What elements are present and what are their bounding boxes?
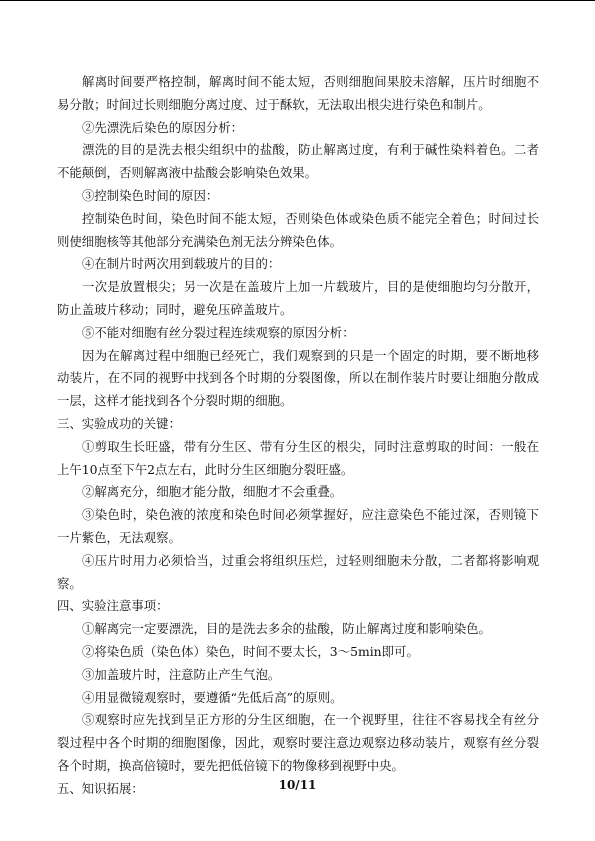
list-item-notes-2: ②将染色质（染色体）染色，时间不要太长，3～5min即可。 — [82, 643, 419, 659]
list-item-notes-1: ①解离完一定要漂洗，目的是洗去多余的盐酸，防止解离过度和影响染色。 — [82, 621, 491, 637]
list-item-keys-4: ④压片时用力必须恰当，过重会将组织压烂，过轻则细胞未分散，二者都将影响观察。 — [57, 552, 539, 591]
list-item-notes-5: ⑤观察时应先找到呈正方形的分生区细胞，在一个视野里，往往不容易找全有丝分裂过程中各个时期的细胞图像，因此，观察时要注意边观察边移动装片，观察有丝分裂各个时期，换高倍镜时，要先把低倍镜下的物像移到视野中央。 — [57, 712, 539, 773]
section-heading-keys: 三、实验成功的关键： — [57, 415, 181, 431]
list-item-notes-3: ③加盖玻片时，注意防止产生气泡。 — [82, 666, 281, 682]
paragraph-no-continuous-observation: 因为在解离过程中细胞已经死亡，我们观察到的只是一个固定的时期，要不断地移动装片，在不同的视野中找到各个时期的分裂图像，所以在制作装片时要让细胞分散成一层，这样才能找到各个分裂时期的细胞。 — [57, 347, 539, 409]
subheading-stain-time: ③控制染色时间的原因： — [82, 187, 219, 203]
section-heading-notes: 四、实验注意事项： — [57, 598, 169, 614]
section-heading-extension: 五、知识拓展： — [57, 780, 144, 796]
list-item-notes-4: ④用显微镜观察时，要遵循“先低后高”的原则。 — [82, 689, 343, 705]
header-rule — [0, 0, 595, 1]
page-number: 10/11 — [278, 778, 317, 792]
document-body — [57, 71, 539, 801]
list-item-keys-1: ①剪取生长旺盛，带有分生区、带有分生区的根尖，同时注意剪取的时间：一般在上午10点至下午2点左右，此时分生区细胞分裂旺盛。 — [57, 438, 539, 477]
paragraph-stain-time: 控制染色时间，染色时间不能太短，否则染色体或染色质不能完全着色；时间过长则使细胞核等其他部分充满染色剂无法分辨染色体。 — [57, 210, 539, 249]
paragraph-dissociation-time: 解离时间要严格控制，解离时间不能太短，否则细胞间果胶未溶解，压片时细胞不易分散；时间过长则细胞分离过度、过于酥软，无法取出根尖进行染色和制片。 — [57, 74, 539, 112]
paragraph-rinse-purpose: 漂洗的目的是洗去根尖组织中的盐酸，防止解离过度，有利于碱性染料着色。二者不能颠倒，否则解离液中盐酸会影响染色效果。 — [57, 142, 539, 181]
paragraph-slide-twice: 一次是放置根尖；另一次是在盖玻片上加一片载玻片，目的是使细胞均匀分散开，防止盖玻片移动；同时，避免压碎盖玻片。 — [57, 279, 539, 317]
list-item-keys-2: ②解离充分，细胞才能分散，细胞才不会重叠。 — [82, 484, 343, 500]
subheading-slide-twice: ④在制片时两次用到载玻片的目的： — [82, 256, 281, 272]
subheading-no-continuous-observation: ⑤不能对细胞有丝分裂过程连续观察的原因分析： — [82, 324, 355, 340]
list-item-keys-3: ③染色时，染色液的浓度和染色时间必须掌握好，应注意染色不能过深，否则镜下一片紫色，无法观察。 — [57, 507, 539, 545]
subheading-rinse-before-stain: ②先漂洗后染色的原因分析： — [82, 119, 244, 135]
